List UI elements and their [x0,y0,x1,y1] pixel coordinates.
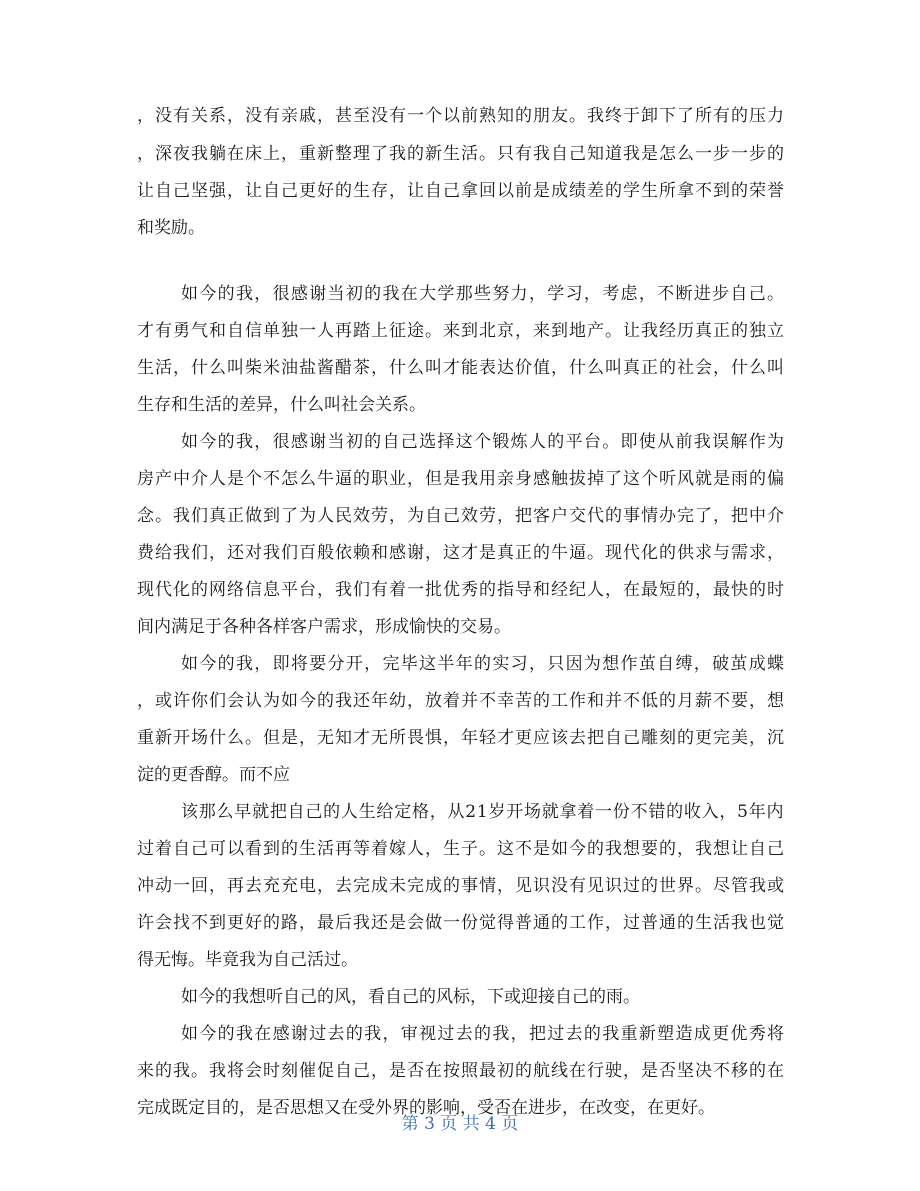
text-line-content: 如 今 的 我 ， 很 感 谢 当 初 的 我 在 大 学 那 些 努 力 ， 学 习 ， 考 虑 ， 不 断 进 步 自 己 。 [181,284,784,304]
text-line [0,762,920,788]
text-line [0,141,920,167]
text-line-content: 和奖励。 [137,218,205,238]
text-line [0,799,920,825]
text-line [0,178,920,204]
text-line-content: ， 或 许 你 们 会 认 为 如 今 的 我 还 年 幼 ， 放 着 并 不 幸 苦 的 工 作 和 并 不 低 的 月 薪 不 要 ， 想 [137,691,784,711]
text-line-content: 如今的我想听自己的风，看自己的风标，下或迎接自己的雨。 [181,987,640,1007]
text-line [0,466,920,492]
text-line-content: 房 产 中 介 人 是 个 不 怎 么 牛 逼 的 职 业 ， 但 是 我 用 亲 身 感 触 拔 掉 了 这 个 听 风 就 是 雨 的 偏 [137,469,784,489]
text-line-content: 如 今 的 我 ， 即 将 要 分 开 ， 完 毕 这 半 年 的 实 习 ， 只 因 为 想 作 茧 自 缚 ， 破 茧 成 蝶 [181,654,784,674]
text-line-content: 费 给 我 们 ， 还 对 我 们 百 般 依 赖 和 感 谢 ， 这 才 是 真 正 的 牛 逼 。 现 代 化 的 供 求 与 需 求 ， [137,543,784,563]
text-line-content: 淀的更香醇。而不应 [137,765,290,785]
text-line [0,1021,920,1047]
page-footer: 第 3 页 共 4 页 [401,1114,519,1134]
text-line-content: ， 没 有 关 系 ， 没 有 亲 戚 ， 甚 至 没 有 一 个 以 前 熟 知 的 朋 友 。 我 终 于 卸 下 了 所 有 的 压 力 [137,106,784,126]
text-line-content: 念 。 我 们 真 正 做 到 了 为 人 民 效 劳 ， 为 自 己 效 劳 ， 把 客 户 交 代 的 事 情 办 完 了 ， 把 中 介 [137,506,784,526]
text-line-content: 生存和生活的差异，什么叫社会关系。 [137,395,426,415]
text-line [0,577,920,603]
text-line [0,651,920,677]
text-line-content: 现 代 化 的 网 络 信 息 平 台 ， 我 们 有 着 一 批 优 秀 的 指 导 和 经 纪 人 ， 在 最 短 的 ， 最 快 的 时 [137,580,784,600]
text-line-content: 该 那 么 早 就 把 自 己 的 人 生 给 定 格 ， 从 2 1 岁 开 场 就 拿 着 一 份 不 错 的 收 入 ， 5 年 内 [181,802,784,822]
text-line [0,392,920,418]
text-line [0,429,920,455]
text-line-content: 许 会 找 不 到 更 好 的 路 ， 最 后 我 还 是 会 做 一 份 觉 得 普 通 的 工 作 ， 过 普 通 的 生 活 我 也 觉 [137,913,784,933]
text-line-content: 才 有 勇 气 和 自 信 单 独 一 人 再 踏 上 征 途 。 来 到 北 京 ， 来 到 地 产 。 让 我 经 历 真 正 的 独 立 [137,321,784,341]
text-line [0,1058,920,1084]
text-line [0,281,920,307]
text-line-content: 间内满足于各种各样客户需求，形成愉快的交易。 [137,617,511,637]
text-line-content: ， 深 夜 我 躺 在 床 上 ， 重 新 整 理 了 我 的 新 生 活 。 只 有 我 自 己 知 道 我 是 怎 么 一 步 一 步 的 [137,144,784,164]
text-line-content: 如 今 的 我 在 感 谢 过 去 的 我 ， 审 视 过 去 的 我 ， 把 过 去 的 我 重 新 塑 造 成 更 优 秀 将 [181,1024,784,1044]
text-line-content: 如 今 的 我 ， 很 感 谢 当 初 的 自 己 选 择 这 个 锻 炼 人 的 平 台 。 即 使 从 前 我 误 解 作 为 [181,432,784,452]
text-line [0,688,920,714]
text-line-content: 重 新 开 场 什 么 。 但 是 ， 无 知 才 无 所 畏 惧 ， 年 轻 才 更 应 该 去 把 自 己 雕 刻 的 更 完 美 ， 沉 [137,728,784,748]
text-line-content: 得无悔。毕竟我为自己活过。 [137,950,358,970]
text-line [0,355,920,381]
text-line [0,318,920,344]
text-line-content: 让 自 己 坚 强 ， 让 自 己 更 好 的 生 存 ， 让 自 己 拿 回 以 前 是 成 绩 差 的 学 生 所 拿 不 到 的 荣 誉 [137,181,784,201]
text-line [0,614,920,640]
text-line [0,725,920,751]
text-line [0,910,920,936]
text-line [0,103,920,129]
text-line-content: 过 着 自 己 可 以 看 到 的 生 活 再 等 着 嫁 人 ， 生 子 。 这 不 是 如 今 的 我 想 要 的 ， 我 想 让 自 己 [137,839,784,859]
text-line [0,947,920,973]
text-line [0,215,920,241]
text-line-content: 完成既定目的，是否思想又在受外界的影响，受否在进步，在改变，在更好。 [137,1098,715,1118]
text-line [0,836,920,862]
text-line-content: 冲 动 一 回 ， 再 去 充 充 电 ， 去 完 成 未 完 成 的 事 情 ， 见 识 没 有 见 识 过 的 世 界 。 尽 管 我 或 [137,876,784,896]
text-line [0,873,920,899]
text-line [0,984,920,1010]
text-line-content: 生 活 ， 什 么 叫 柴 米 油 盐 酱 醋 茶 ， 什 么 叫 才 能 表 达 价 值 ， 什 么 叫 真 正 的 社 会 ， 什 么 叫 [137,358,784,378]
text-line-content: 来 的 我 。 我 将 会 时 刻 催 促 自 己 ， 是 否 在 按 照 最 初 的 航 线 在 行 驶 ， 是 否 坚 决 不 移 的 在 [137,1061,784,1081]
text-line [0,540,920,566]
text-line [0,503,920,529]
